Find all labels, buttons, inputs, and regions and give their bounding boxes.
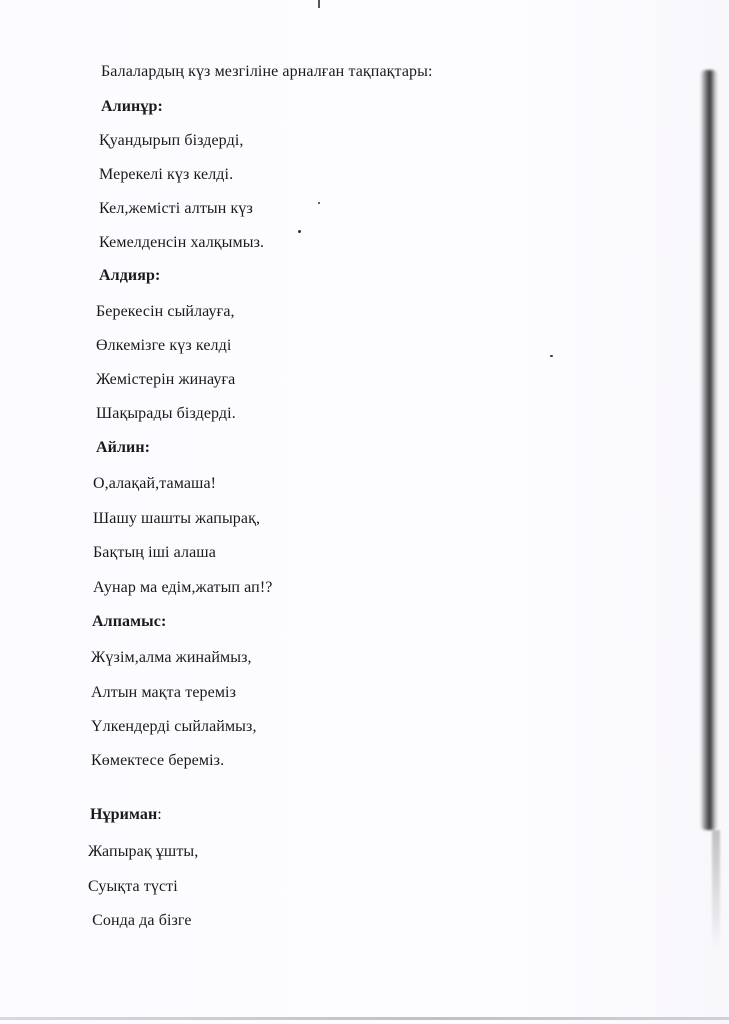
poem-line: Шашу шашты жапырақ,: [93, 510, 261, 527]
speaker-name: Айлин:: [96, 439, 151, 456]
poem-line: Суықта түсті: [88, 878, 178, 895]
poem-line: Кемелденсін халқымыз.: [99, 234, 265, 251]
poem-line: Өлкемізге күз келді: [96, 337, 232, 354]
poem-line: Шақырады біздерді.: [96, 405, 236, 422]
poem-line: Бақтың іші алаша: [93, 544, 216, 561]
poem-line: Қуандырып біздерді,: [99, 132, 244, 149]
poem-line: Кел,жемісті алтын күз: [99, 200, 253, 217]
scan-shadow-edge-lower: [712, 830, 720, 950]
scan-mark: [318, 0, 320, 8]
poem-line: Жапырақ ұшты,: [88, 843, 199, 860]
poem-line: О,алақай,тамаша!: [93, 475, 217, 492]
poem-line: Мерекелі күз келді.: [99, 166, 234, 183]
poem-line: Аунар ма едім,жатып ап!?: [93, 579, 273, 596]
poem-line: Берекесін сыйлауға,: [96, 303, 235, 320]
intro-line: Балалардың күз мезгіліне арналған тақпақтары:: [101, 63, 433, 80]
poem-line: Сонда да бізге: [88, 912, 192, 929]
poem-line: Жемістерін жинауға: [96, 371, 236, 388]
speaker-colon: :: [157, 806, 162, 823]
poem-line: Үлкендерді сыйлаймыз,: [91, 718, 257, 735]
poem-line: Жүзім,алма жинаймыз,: [91, 649, 252, 666]
poem-line: Көмектесе береміз.: [91, 752, 225, 769]
speck: [550, 355, 553, 357]
speck: [298, 230, 301, 233]
speaker-name: Алпамыс:: [92, 613, 167, 630]
speaker-name: Алдияр:: [99, 267, 161, 284]
scan-shadow-edge: [700, 70, 718, 830]
poem-line: Алтын мақта тереміз: [91, 684, 237, 701]
speck: [318, 202, 320, 204]
speaker-name: Алинұр:: [101, 98, 163, 115]
page-bottom-edge: [0, 1017, 729, 1020]
speaker-line: [90, 805, 162, 825]
speaker-name: Нұриман: [90, 806, 158, 823]
